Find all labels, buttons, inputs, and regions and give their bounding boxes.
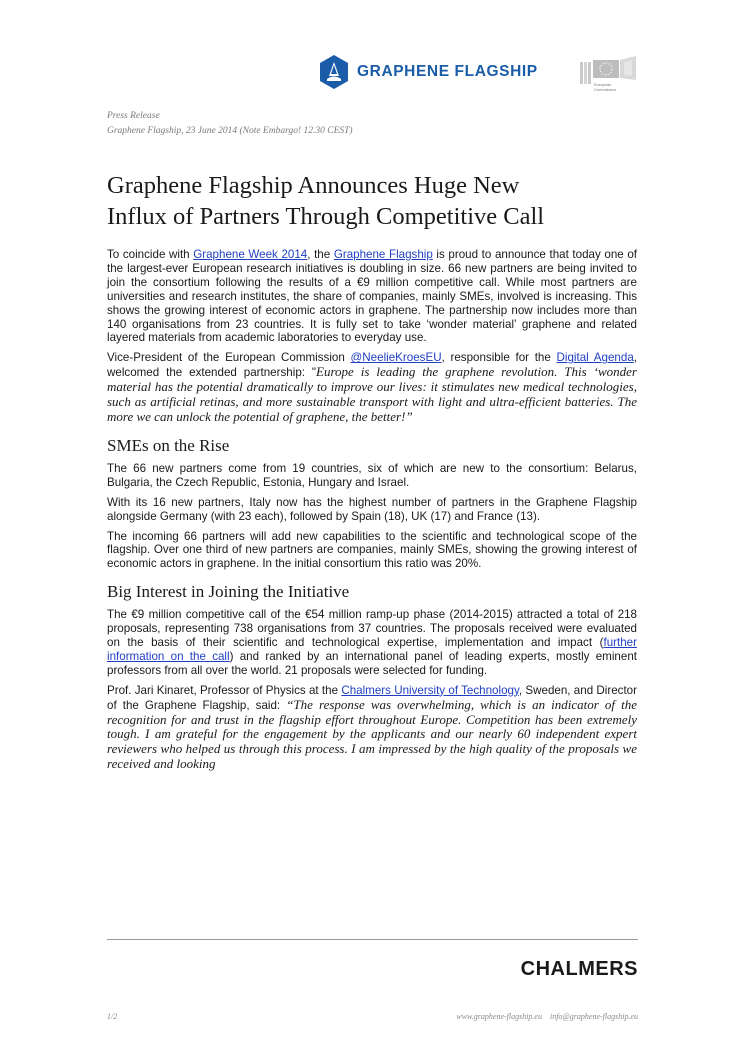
- paragraph-intro: To coincide with Graphene Week 2014, the Graphene Flagship is proud to announce that today one of the largest-ever European research initiatives is doubling in size. 66 new partners are being invited to join the consortium following the results of a €9 million competitive call. While most partners are universities and research institutes, the share of companies, mainly SMEs, involved is increasing. This shows the growing interest of economic actors in graphene. The partnership now includes more than 140 organisations from 23 countries. It is fully set to take ‘wonder material’ graphene and related layered materials from academic laboratories to everyday use.: [107, 248, 638, 345]
- page-header: [0, 52, 746, 98]
- quote-kinaret: “The response was overwhelming, which is an indicator of the recognition for and trust in the flagship effort throughout Europe. Competition has been extremely tough. I am grateful for the engagement by the applicants and our nearly 60 independent expert reviewers who helped us through this process. I am impressed by the high quality of the proposals we received and looking: [107, 696, 637, 772]
- link-neelie-kroes[interactable]: @NeelieKroesEU: [350, 351, 442, 365]
- graphene-flagship-logo-icon: [319, 54, 349, 90]
- doc-type: Press Release: [107, 111, 160, 121]
- chalmers-logo: CHALMERS: [520, 958, 638, 980]
- link-call-info[interactable]: further information on the call: [107, 636, 637, 663]
- page-title: Graphene Flagship Announces Huge New Influx of Partners Through Competitive Call: [107, 172, 545, 230]
- ec-caption: European Commission: [594, 82, 617, 92]
- paragraph-capabilities: The incoming 66 partners will add new capabilities to the scientific and technological scope of the flagship. Over one third of new partners are companies, mainly SMEs, showing the growing interest of economic actors in graphene. In the initial consortium this ratio was 20%.: [107, 529, 637, 571]
- paragraph-call: The €9 million competitive call of the €54 million ramp-up phase (2014-2015) attracted a total of 218 proposals, representing 738 organisations from 37 countries. The proposals received were evaluated on the basis of their scientific and technological expertise, implementation and impact (further information on the call) and ranked by an international panel of leading experts, mostly eminent professors from all over the world. 21 proposals were selected for funding.: [107, 608, 637, 677]
- link-digital-agenda[interactable]: Digital Agenda: [556, 351, 634, 365]
- footer-divider: [107, 939, 638, 940]
- page-number: 1/2: [107, 1012, 118, 1021]
- graphene-flagship-logo: [319, 54, 538, 90]
- footer-website[interactable]: www.graphene-flagship.eu: [456, 1012, 542, 1021]
- footer-contact: [456, 1012, 638, 1021]
- heading-smes: SMEs on the Rise: [107, 435, 230, 455]
- dateline: Graphene Flagship, 23 June 2014 (Note Embargo! 12.30 CEST): [107, 126, 353, 136]
- press-release-meta: [107, 109, 647, 139]
- heading-interest: Big Interest in Joining the Initiative: [107, 582, 350, 602]
- article-body: [107, 248, 637, 778]
- link-graphene-week[interactable]: Graphene Week 2014: [193, 248, 308, 261]
- paragraph-countries: The 66 new partners come from 19 countries, six of which are new to the consortium: Belarus, Bulgaria, the Czech Republic, Estonia, Hungary and Israel.: [107, 461, 637, 489]
- paragraph-italy: With its 16 new partners, Italy now has the highest number of partners in the Graphene Flagship alongside Germany (with 23 each), followed by Spain (18), UK (17) and France (13).: [107, 495, 637, 523]
- logo-text: GRAPHENE FLAGSHIP: [357, 63, 538, 80]
- paragraph-kinaret: Prof. Jari Kinaret, Professor of Physics at the Chalmers University of Technology, Sweden, and Director of the Graphene Flagship, said: “The response was overwhelming, which is an indicator of the recognition for and trust in the flagship effort throughout Europe. Competition has been extremely tough. I am grateful for the engagement by the applicants and our nearly 60 independent expert reviewers who helped us through this process. I am impressed by the high quality of the proposals we received and looking: [107, 683, 637, 772]
- footer-email[interactable]: info@graphene-flagship.eu: [549, 1012, 638, 1021]
- link-graphene-flagship[interactable]: Graphene Flagship: [333, 248, 433, 261]
- paragraph-kroes: Vice-President of the European Commission @NeelieKroesEU, responsible for the Digital Agenda, welcomed the extended partnership: "Europe is leading the graphene revolution. This ‘wonder material has the potential dramatically to improve our lives: it stimulates new medical technologies, such as artificial retinas, and more sustainable transport with light and ultra-efficient batteries. The more we can unlock the potential of graphene, the better!”: [107, 351, 637, 424]
- quote-kroes: Europe is leading the graphene revolution. This ‘wonder material has the potential dramatically to improve our lives: it stimulates new medical technologies, such as artificial retinas, and more sustainable transport with light and ultra-efficient batteries. The more we can unlock the potential of graphene, the better!”: [107, 364, 637, 424]
- link-chalmers[interactable]: Chalmers University of Technology: [341, 683, 519, 697]
